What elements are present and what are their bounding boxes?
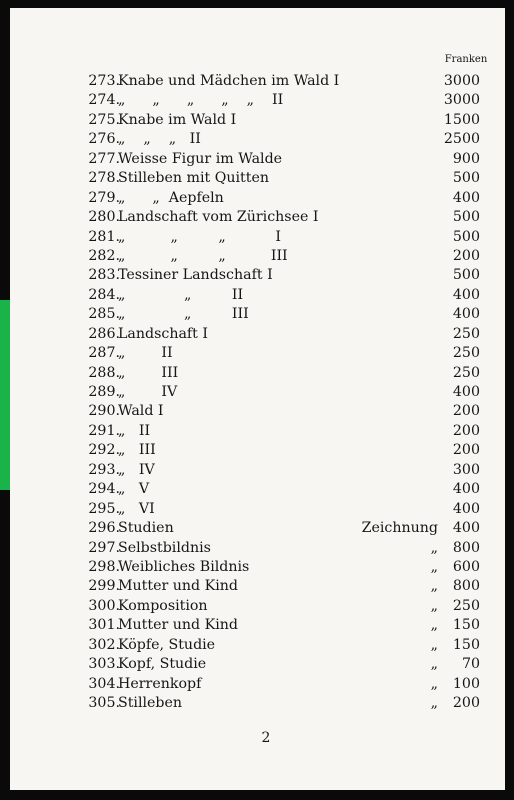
artwork-title: Stilleben [118,695,183,711]
catalog-row [10,675,505,694]
catalog-row [10,577,505,596]
catalog-row [10,208,505,227]
artwork-title: „ II [118,345,173,362]
artwork-title: „ III [118,442,156,459]
catalog-row [10,305,505,324]
artwork-title: Stilleben mit Quitten [118,170,269,187]
catalog-number: 289. [88,384,120,400]
catalog-number: 294. [88,481,120,498]
artwork-medium: „ [430,617,438,634]
artwork-price: 400 [452,481,480,498]
artwork-title: Tessiner Landschaft I [118,267,273,284]
catalog-row [10,616,505,635]
catalog-number: 279. [88,189,120,206]
catalog-row [10,636,505,655]
catalog-number: 276. [88,131,120,148]
catalog-number: 293. [88,461,120,478]
artwork-title: Komposition [118,597,208,614]
artwork-title: Studien [118,520,174,537]
catalog-number: 275. [88,111,120,128]
artwork-medium: „ [430,675,438,692]
artwork-price: 300 [452,461,480,478]
catalog-number: 303. [88,656,120,673]
catalog-row [10,111,505,130]
artwork-price: 250 [452,325,480,342]
artwork-medium: „ [430,539,438,556]
artwork-price: 500 [452,170,480,187]
artwork-price: 900 [452,150,480,167]
catalog-number: 302. [88,636,120,653]
catalog-row [10,655,505,674]
catalog-number: 287. [88,345,120,362]
artwork-medium: „ [430,656,438,673]
artwork-price: 250 [452,597,480,614]
catalog-number: 292. [88,442,120,459]
catalog-row [10,519,505,538]
catalog-number: 278. [88,170,120,187]
artwork-title: „ „ II [118,286,244,303]
artwork-price: 400 [452,500,480,517]
artwork-title: „ V [118,481,150,498]
catalog-number: 281. [88,228,120,245]
page-number: 2 [261,730,271,746]
catalog-number: 290. [88,403,120,420]
artwork-title: Weibliches Bildnis [118,558,250,575]
catalog-row [10,441,505,460]
artwork-medium: „ [430,558,438,575]
artwork-title: „ „ Aepfeln [118,189,224,206]
catalog-row [10,461,505,480]
catalog-number: 299. [88,578,120,595]
catalog-number: 298. [88,558,120,575]
catalog-row [10,72,505,91]
artwork-medium: „ [430,695,438,711]
catalog-row [10,694,505,713]
artwork-title: „ „ „ „ „ II [118,92,284,109]
catalog-row [10,91,505,110]
catalog-number: 305. [88,695,120,711]
catalog-number: 277. [88,150,120,167]
catalog-row [10,130,505,149]
artwork-price: 150 [452,617,480,634]
catalog-number: 296. [88,520,120,537]
artwork-price: 200 [452,442,480,459]
catalog-row [10,402,505,421]
artwork-title: Kopf, Studie [118,656,207,673]
catalog-number: 295. [88,500,120,517]
catalog-row [10,169,505,188]
catalog-number: 301. [88,617,120,634]
catalog-row [10,597,505,616]
artwork-title: Köpfe, Studie [118,636,216,653]
artwork-price: 250 [452,364,480,381]
artwork-title: Landschaft vom Zürichsee I [118,209,319,226]
catalog-number: 288. [88,364,120,381]
artwork-price: 3000 [443,92,480,109]
artwork-price: 400 [452,306,480,323]
artwork-price: 600 [452,558,480,575]
artwork-price: 70 [461,656,480,673]
catalog-number: 297. [88,539,120,556]
artwork-price: 800 [452,578,480,595]
artwork-price: 500 [452,267,480,284]
artwork-title: Selbstbildnis [118,539,211,556]
artwork-price: 400 [452,189,480,206]
artwork-price: 250 [452,345,480,362]
artwork-title: „ „ „ II [118,131,201,148]
artwork-medium: „ [430,597,438,614]
catalog-row [10,325,505,344]
catalog-row [10,266,505,285]
artwork-title: Mutter und Kind [118,617,238,634]
green-edge-decoration [0,300,10,490]
catalog-list [10,72,505,713]
artwork-title: Knabe im Wald I [118,111,237,128]
catalog-number: 285. [88,306,120,323]
catalog-number: 286. [88,325,120,342]
artwork-title: Knabe und Mädchen im Wald I [118,73,340,89]
catalog-number: 283. [88,267,120,284]
catalog-number: 273. [88,73,120,89]
catalog-row [10,480,505,499]
artwork-price: 400 [452,384,480,400]
artwork-price: 200 [452,422,480,439]
artwork-title: Landschaft I [118,325,208,342]
artwork-price: 200 [452,403,480,420]
catalog-number: 300. [88,597,120,614]
artwork-title: „ „ III [118,306,249,323]
catalog-row [10,539,505,558]
catalog-row [10,364,505,383]
artwork-price: 1500 [443,111,480,128]
artwork-price: 500 [452,228,480,245]
catalog-page [10,8,505,790]
catalog-number: 291. [88,422,120,439]
artwork-title: Wald I [118,403,164,420]
catalog-row [10,247,505,266]
catalog-row [10,422,505,441]
catalog-row [10,189,505,208]
catalog-number: 304. [88,675,120,692]
artwork-title: „ „ „ I [118,228,281,245]
artwork-price: 3000 [443,73,480,89]
artwork-price: 200 [452,695,480,711]
artwork-price: 800 [452,539,480,556]
catalog-row [10,500,505,519]
artwork-title: „ IV [118,384,178,400]
artwork-price: 400 [452,520,480,537]
catalog-row [10,383,505,402]
currency-column-header: Franken [444,54,488,65]
catalog-number: 280. [88,209,120,226]
catalog-row [10,558,505,577]
catalog-row [10,344,505,363]
artwork-price: 2500 [443,131,480,148]
artwork-title: „ VI [118,500,155,517]
catalog-row [10,228,505,247]
artwork-title: „ IV [118,461,155,478]
artwork-title: „ III [118,364,179,381]
artwork-title: Herrenkopf [118,675,202,692]
catalog-number: 284. [88,286,120,303]
artwork-title: Weisse Figur im Walde [118,150,283,167]
artwork-title: Mutter und Kind [118,578,238,595]
artwork-medium: „ [430,636,438,653]
artwork-price: 500 [452,209,480,226]
artwork-price: 100 [452,675,480,692]
catalog-number: 282. [88,247,120,264]
artwork-title: „ „ „ III [118,247,288,264]
catalog-row [10,150,505,169]
artwork-price: 150 [452,636,480,653]
artwork-medium: Zeichnung [361,520,438,537]
artwork-price: 200 [452,247,480,264]
artwork-title: „ II [118,422,151,439]
artwork-price: 400 [452,286,480,303]
artwork-medium: „ [430,578,438,595]
catalog-number: 274. [88,92,120,109]
catalog-row [10,286,505,305]
